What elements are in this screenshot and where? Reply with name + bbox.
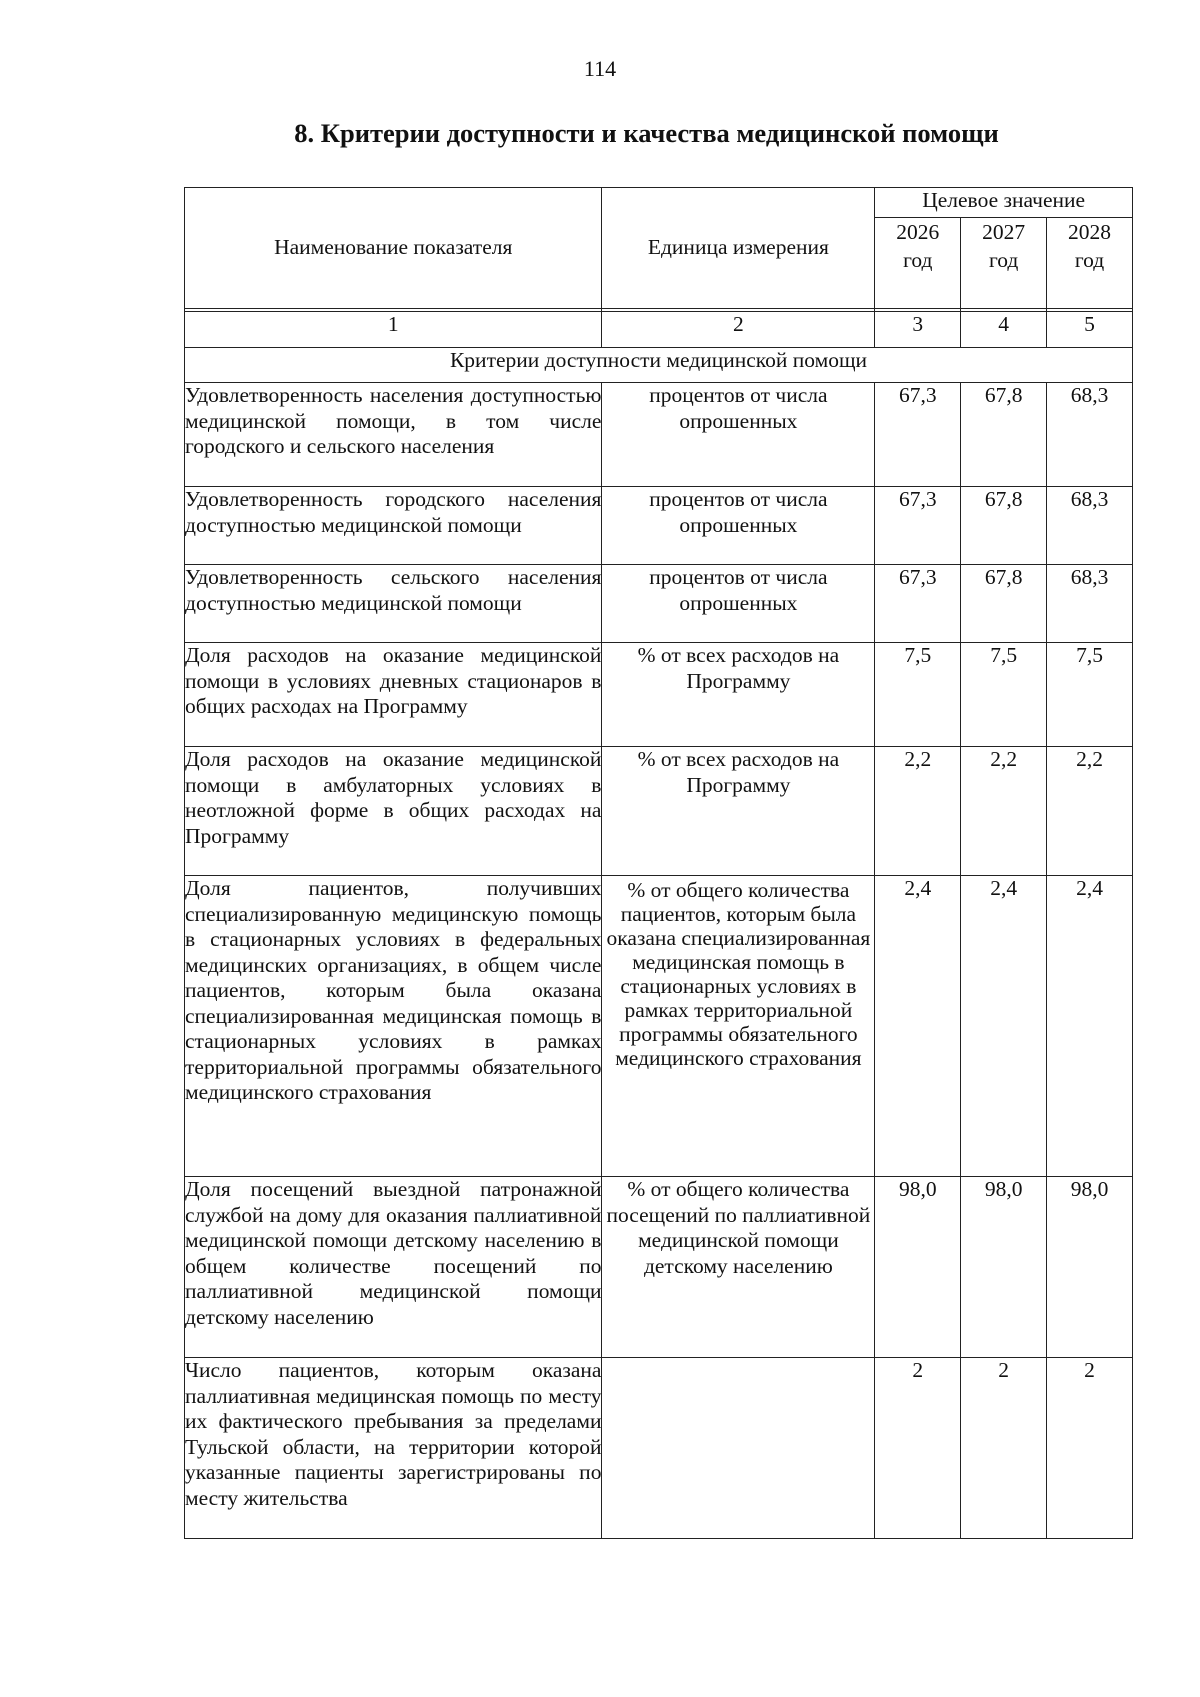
value-2027: 7,5 <box>961 643 1047 747</box>
value-2026: 2 <box>875 1358 961 1539</box>
value-2027: 67,8 <box>961 487 1047 565</box>
table-row <box>185 876 1133 1177</box>
indicator-name: Удовлетворенность сельского населения доступностью медицинской помощи <box>185 565 602 643</box>
section-heading: Критерии доступности медицинской помощи <box>185 348 1133 383</box>
value-2027: 67,8 <box>961 565 1047 643</box>
indicator-unit: % от всех расходов на Программу <box>602 747 875 876</box>
indicator-name: Число пациентов, которым оказана паллиативная медицинская помощь по месту их фактического пребывания за пределами Тульской области, на территории которой указанные пациенты зарегистрированы по месту жительства <box>185 1358 602 1539</box>
column-header-year-2026 <box>875 218 961 309</box>
year-suffix: год <box>988 248 1019 272</box>
indicator-unit: % от общего количества пациентов, которым была оказана специализированная медицинская помощь в стационарных условиях в рамках территориальной программы обязательного медицинского страхования <box>602 876 875 1177</box>
value-2026: 2,2 <box>875 747 961 876</box>
value-2028: 68,3 <box>1047 565 1133 643</box>
column-header-year-2028 <box>1047 218 1133 309</box>
year-value: 2026 <box>896 220 940 244</box>
table-row <box>185 643 1133 747</box>
indicator-unit: % от общего количества посещений по паллиативной медицинской помощи детскому населению <box>602 1177 875 1358</box>
table-row <box>185 383 1133 487</box>
indicator-unit: процентов от числа опрошенных <box>602 383 875 487</box>
table-row <box>185 1177 1133 1358</box>
value-2026: 2,4 <box>875 876 961 1177</box>
table-row <box>185 487 1133 565</box>
column-number: 1 <box>185 312 602 348</box>
year-value: 2027 <box>982 220 1026 244</box>
value-2027: 2,2 <box>961 747 1047 876</box>
indicator-unit: % от всех расходов на Программу <box>602 643 875 747</box>
section-row <box>185 348 1133 383</box>
indicator-name: Удовлетворенность населения доступностью медицинской помощи, в том числе городского и сельского населения <box>185 383 602 487</box>
table-row <box>185 565 1133 643</box>
value-2026: 67,3 <box>875 565 961 643</box>
year-value: 2028 <box>1068 220 1112 244</box>
value-2026: 98,0 <box>875 1177 961 1358</box>
column-number: 4 <box>961 312 1047 348</box>
indicator-name: Доля расходов на оказание медицинской помощи в условиях дневных стационаров в общих расходах на Программу <box>185 643 602 747</box>
column-number: 3 <box>875 312 961 348</box>
page-number: 114 <box>583 56 617 81</box>
indicator-name: Доля пациентов, получивших специализированную медицинскую помощь в стационарных условиях в федеральных медицинских организациях, в общем числе пациентов, которым была оказана специализированная медицинская помощь в стационарных условиях в рамках территориальной программы обязательного медицинского страхования <box>185 876 602 1177</box>
value-2028: 68,3 <box>1047 383 1133 487</box>
table-row <box>185 747 1133 876</box>
header-row <box>185 188 1133 218</box>
year-suffix: год <box>903 248 933 272</box>
value-2028: 98,0 <box>1047 1177 1133 1358</box>
table-row <box>185 1358 1133 1539</box>
column-header-target: Целевое значение <box>875 188 1133 218</box>
indicator-name: Доля расходов на оказание медицинской помощи в амбулаторных условиях в неотложной форме в общих расходах на Программу <box>185 747 602 876</box>
indicator-unit: процентов от числа опрошенных <box>602 565 875 643</box>
year-suffix: год <box>1074 248 1105 272</box>
value-2028: 68,3 <box>1047 487 1133 565</box>
value-2027: 2 <box>961 1358 1047 1539</box>
indicator-name: Доля посещений выездной патронажной службой на дому для оказания паллиативной медицинской помощи детскому населению в общем количестве посещений по паллиативной медицинской помощи детскому населению <box>185 1177 602 1358</box>
column-header-name: Наименование показателя <box>185 188 602 309</box>
section-title: 8. Критерии доступности и качества медицинской помощи <box>294 118 999 148</box>
indicator-unit <box>602 1358 875 1539</box>
value-2027: 2,4 <box>961 876 1047 1177</box>
value-2028: 2,4 <box>1047 876 1133 1177</box>
column-header-unit: Единица измерения <box>602 188 875 309</box>
value-2028: 2,2 <box>1047 747 1133 876</box>
value-2028: 7,5 <box>1047 643 1133 747</box>
value-2027: 98,0 <box>961 1177 1047 1358</box>
value-2026: 7,5 <box>875 643 961 747</box>
value-2027: 67,8 <box>961 383 1047 487</box>
column-number: 5 <box>1047 312 1133 348</box>
column-header-year-2027 <box>961 218 1047 309</box>
indicator-unit: процентов от числа опрошенных <box>602 487 875 565</box>
column-number: 2 <box>602 312 875 348</box>
indicator-name: Удовлетворенность городского населения доступностью медицинской помощи <box>185 487 602 565</box>
criteria-table <box>184 187 1133 1539</box>
column-numbers-row <box>185 312 1133 348</box>
value-2026: 67,3 <box>875 383 961 487</box>
value-2028: 2 <box>1047 1358 1133 1539</box>
value-2026: 67,3 <box>875 487 961 565</box>
